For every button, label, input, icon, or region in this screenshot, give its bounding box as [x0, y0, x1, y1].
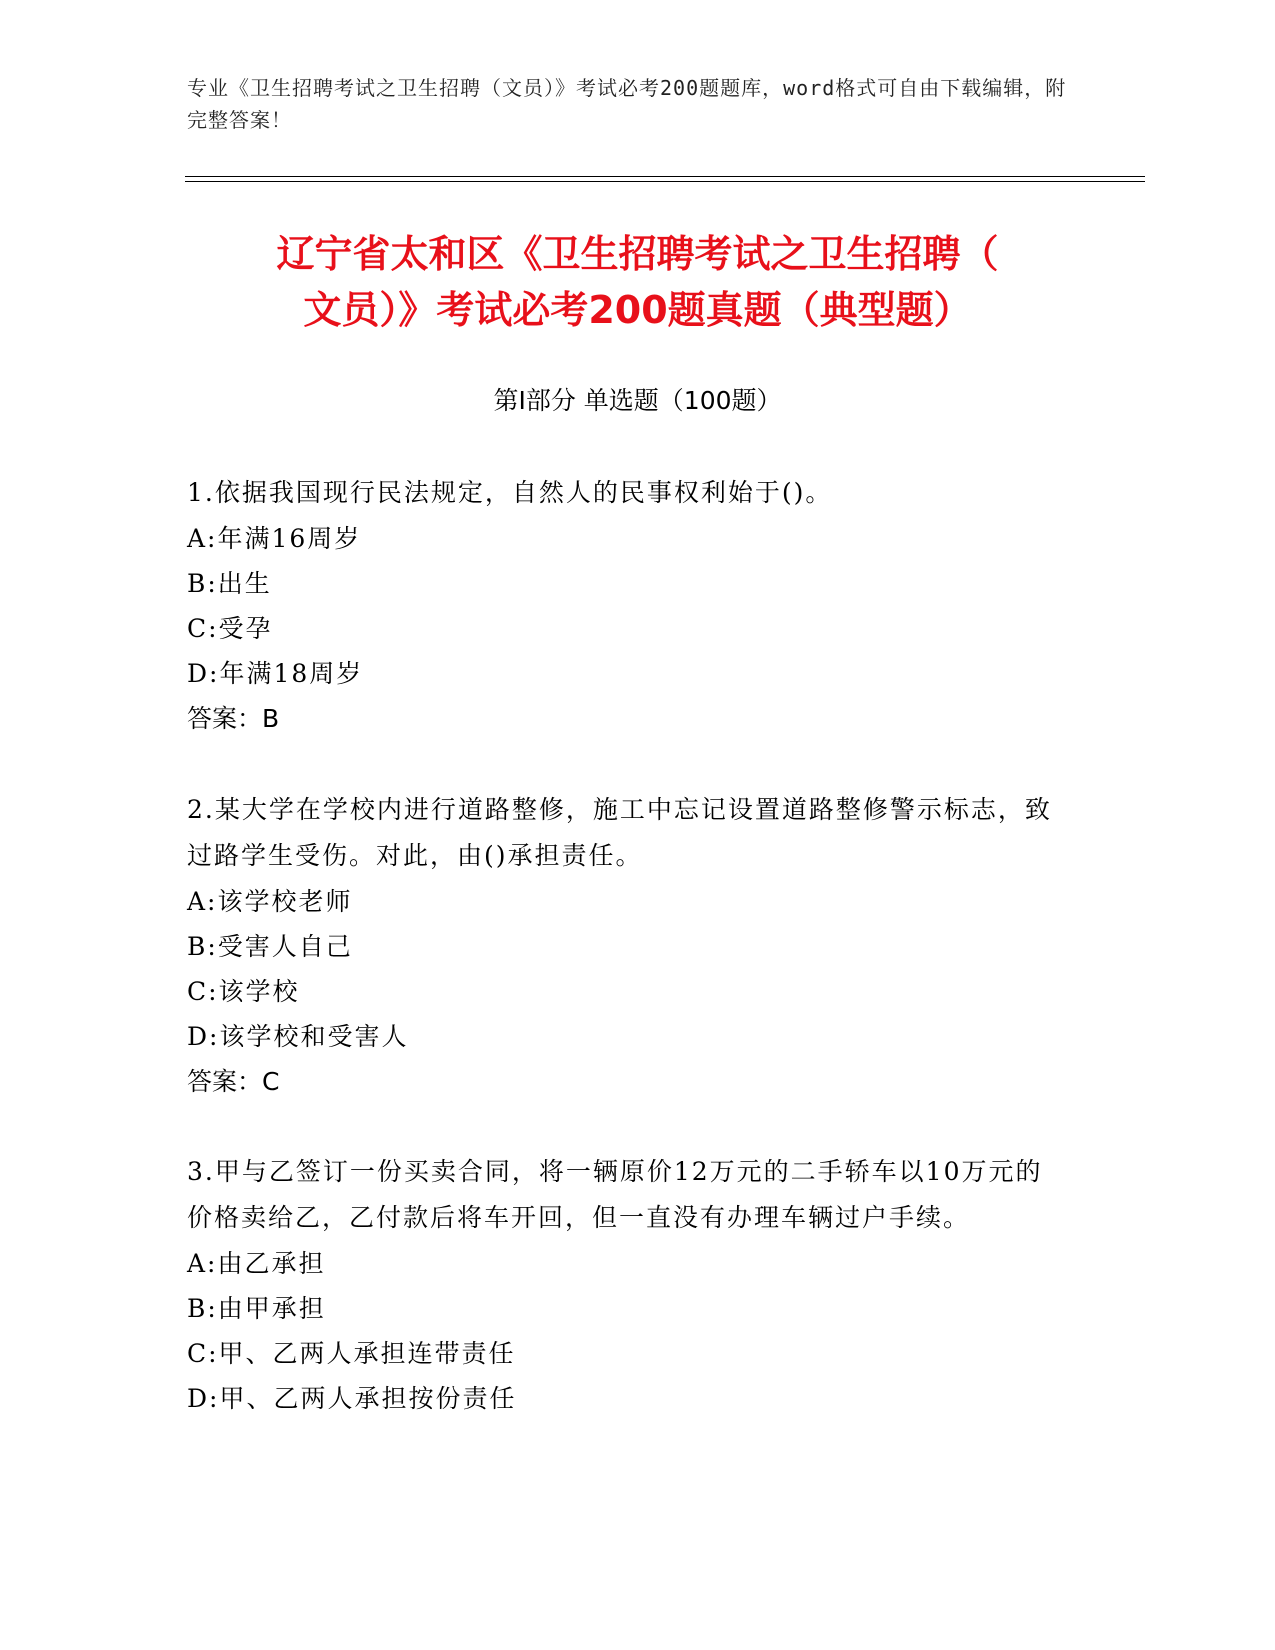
option-a: A:年满16周岁 [187, 524, 362, 553]
document-title-line-1: 辽宁省太和区《卫生招聘考试之卫生招聘（ [276, 232, 999, 276]
question-stem: 2.某大学在学校内进行道路整修，施工中忘记设置道路整修警示标志，致过路学生受伤。对此，由()承担责任。 [187, 795, 1052, 870]
option-b: B:出生 [187, 569, 272, 598]
header-note: 专业《卫生招聘考试之卫生招聘（文员）》考试必考200题题库，word格式可自由下载编辑，附完整答案！ [187, 76, 1067, 132]
section-title: 第I部分 单选题（100题） [493, 386, 782, 415]
option-c: C:受孕 [187, 614, 273, 643]
document-title-line-2: 文员）》考试必考200题真题（典型题） [303, 288, 972, 332]
question-item [187, 787, 1067, 1104]
option-b: B:受害人自己 [187, 932, 353, 961]
option-d: D:甲、乙两人承担按份责任 [187, 1384, 517, 1413]
question-stem: 3.甲与乙签订一份买卖合同，将一辆原价12万元的二手轿车以10万元的价格卖给乙，乙付款后将车开回，但一直没有办理车辆过户手续。 [187, 1157, 1043, 1232]
option-d: D:该学校和受害人 [187, 1022, 409, 1051]
question-item [187, 470, 1067, 741]
option-c: C:甲、乙两人承担连带责任 [187, 1339, 516, 1368]
option-d: D:年满18周岁 [187, 659, 364, 688]
option-a: A:该学校老师 [187, 887, 353, 916]
answer-line: 答案：B [187, 704, 280, 733]
question-item [187, 1149, 1067, 1421]
option-a: A:由乙承担 [187, 1249, 326, 1278]
question-stem: 1.依据我国现行民法规定，自然人的民事权利始于()。 [187, 478, 833, 507]
document-title [160, 226, 1115, 338]
header-divider-bottom [185, 181, 1145, 182]
answer-line: 答案：C [187, 1067, 280, 1096]
option-c: C:该学校 [187, 977, 300, 1006]
option-b: B:由甲承担 [187, 1294, 326, 1323]
header-divider-top [185, 176, 1145, 177]
